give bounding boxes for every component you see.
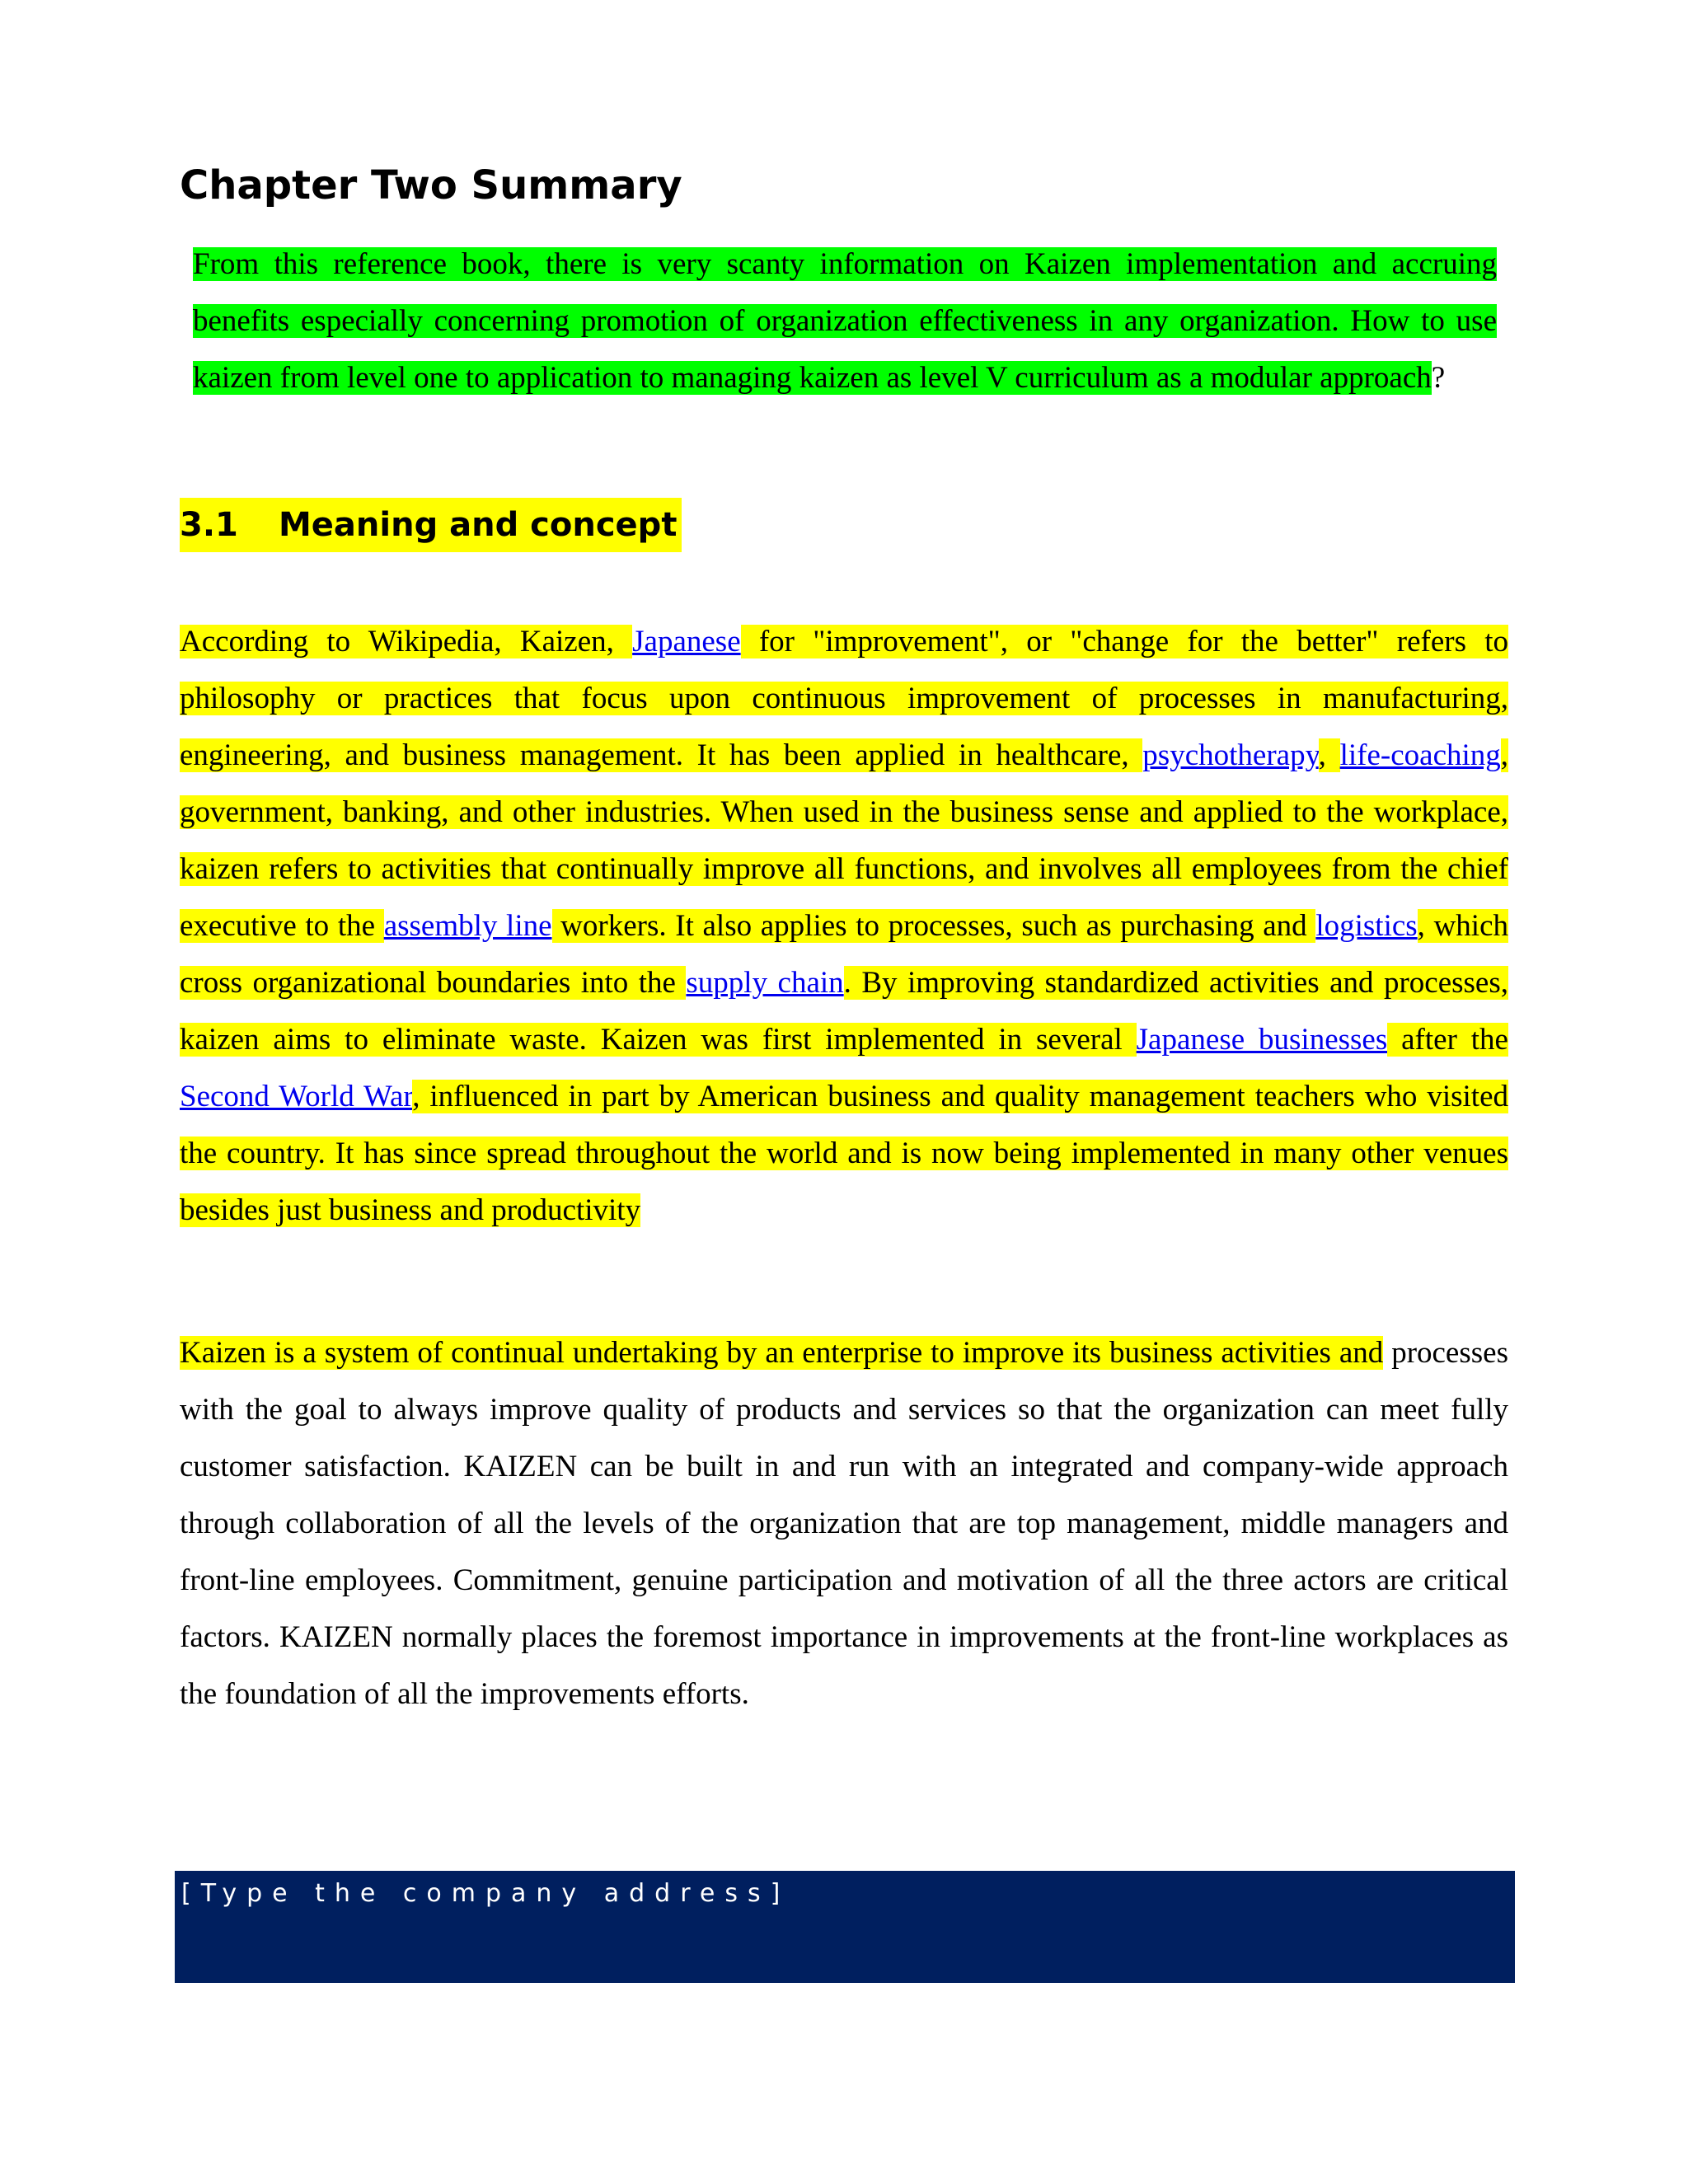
chapter-title: Chapter Two Summary: [180, 162, 682, 209]
link-japanese[interactable]: Japanese: [632, 625, 741, 658]
link-second-world-war[interactable]: Second World War: [180, 1080, 413, 1113]
summary-paragraph: [193, 236, 1497, 406]
para1-text-5: workers. It also applies to processes, such as purchasing and: [551, 909, 1316, 943]
summary-end: ?: [1431, 361, 1446, 395]
para2-highlight: Kaizen is a system of continual undertaking by an enterprise to improve its business activities and: [180, 1336, 1384, 1370]
para1-text-7: . By improving standardized activities and processes, kaizen aims to eliminate waste. Kaizen was first implemented in several: [180, 966, 1508, 1057]
para1-text-4: , government, banking, and other industries. When used in the business sense and applied to the workplace, kaizen refers to activities that continually improve all functions, and involves all employees from the chief executive to the: [180, 738, 1509, 943]
link-assembly-line[interactable]: assembly line: [383, 909, 552, 943]
para2-rest: processes with the goal to always improve quality of products and services so that the organization can meet fully customer satisfaction. KAIZEN can be built in and run with an integrated and company-wide approach through collaboration of all the levels of the organization that are top management, middle managers and front-line employees. Commitment, genuine participation and motivation of all the three actors are critical factors. KAIZEN normally places the foremost importance in improvements at the front-line workplaces as the foundation of all the improvements efforts.: [180, 1336, 1508, 1711]
para1-text-8: after the: [1387, 1023, 1508, 1057]
section-heading: [180, 498, 682, 552]
company-address-placeholder[interactable]: [Type the company address]: [181, 1879, 790, 1908]
para1-text-6: , which cross organizational boundaries into the: [180, 909, 1508, 1000]
para1-text-1: According to Wikipedia, Kaizen,: [180, 625, 633, 658]
para1-text-2: for "improvement", or "change for the better" refers to philosophy or practices that focus upon continuous improvement of processes in manufacturing, engineering, and business management. It has been applied in healthcare,: [180, 625, 1508, 772]
link-logistics[interactable]: logistics: [1315, 909, 1418, 943]
para1-text-9: , influenced in part by American business and quality management teachers who visited the country. It has since spread throughout the world and is now being implemented in many other venues besides just business and productivity: [180, 1080, 1508, 1227]
section-number: 3.1: [180, 506, 238, 544]
link-japanese-businesses[interactable]: Japanese businesses: [1136, 1023, 1388, 1057]
link-psychotherapy[interactable]: psychotherapy: [1142, 738, 1319, 772]
summary-highlight: From this reference book, there is very scanty information on Kaizen implementation and accruing benefits especially concerning promotion of organization effectiveness in any organization. How to use kaizen from level one to application to managing kaizen as level V curriculum as a modular approach: [193, 247, 1497, 395]
section-title: Meaning and concept: [279, 506, 678, 544]
para1-text-3: ,: [1318, 738, 1340, 772]
footer-bar: [175, 1871, 1515, 1983]
link-supply-chain[interactable]: supply chain: [686, 966, 844, 1000]
link-life-coaching[interactable]: life-coaching: [1339, 738, 1501, 772]
wikipedia-paragraph: [180, 613, 1508, 1239]
kaizen-system-paragraph: [180, 1324, 1508, 1722]
